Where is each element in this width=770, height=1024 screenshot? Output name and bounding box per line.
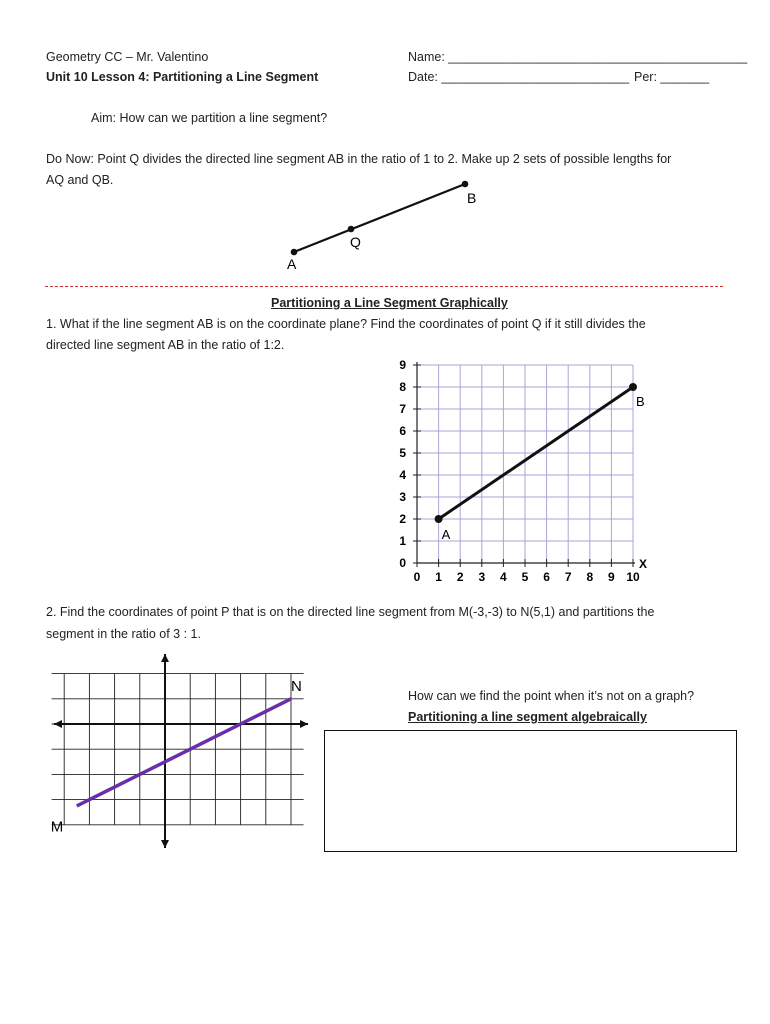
segment-ab: [294, 184, 465, 252]
q1-line1: 1. What if the line segment AB is on the coordinate plane? Find the coordinates of point Q if it still divides the: [46, 317, 646, 331]
label-b: B: [467, 190, 477, 206]
y-tick-label-0: 0: [399, 556, 406, 570]
label-n: N: [291, 677, 302, 695]
x-tick-label-4: 4: [500, 570, 507, 584]
point-b: [462, 181, 469, 188]
y-tick-label-4: 4: [399, 468, 406, 482]
label-a: A: [287, 256, 297, 272]
x-tick-label-2: 2: [456, 570, 464, 584]
y-tick-label-6: 6: [399, 424, 406, 438]
x-tick-label-10: 10: [626, 570, 640, 584]
y-tick-label-5: 5: [399, 446, 406, 460]
y-tick-label-8: 8: [399, 380, 406, 394]
y-tick-label-7: 7: [399, 402, 406, 416]
segment-mn: [77, 699, 291, 806]
label-m: M: [50, 818, 64, 836]
algebra-title: Partitioning a line segment algebraically: [408, 710, 647, 724]
x-tick-label-3: 3: [478, 570, 486, 584]
y-axis-arrow-up: [161, 654, 169, 662]
aim-text: Aim: How can we partition a line segment?: [91, 111, 328, 125]
section-divider: [45, 286, 723, 287]
label-q: Q: [350, 234, 361, 250]
point-a: [435, 515, 443, 523]
course-title: Geometry CC – Mr. Valentino: [46, 50, 209, 64]
y-tick-label-3: 3: [399, 490, 406, 504]
lesson-title: Unit 10 Lesson 4: Partitioning a Line Segment: [46, 70, 319, 84]
label-a: A: [441, 527, 451, 542]
label-b: B: [636, 394, 645, 409]
point-b: [629, 383, 637, 391]
y-tick-label-2: 2: [399, 512, 406, 526]
q2-line1: 2. Find the coordinates of point P that is on the directed line segment from M(-3,-3) to N(5,1) and partitions the: [46, 605, 655, 619]
answer-box[interactable]: [324, 730, 737, 852]
do-now-line1: Do Now: Point Q divides the directed line segment AB in the ratio of 1 to 2. Make up 2 sets of possible lengths for: [46, 152, 672, 166]
x-axis-label: X: [639, 557, 648, 571]
y-tick-label-9: 9: [399, 358, 406, 372]
date-field[interactable]: Date: ___________________________: [408, 70, 630, 84]
point-a: [291, 249, 298, 256]
x-tick-label-1: 1: [435, 570, 442, 584]
point-q: [348, 226, 355, 233]
x-tick-label-0: 0: [413, 570, 421, 584]
algebra-question: How can we find the point when it’s not on a graph?: [408, 689, 695, 703]
q2-line2: segment in the ratio of 3 : 1.: [46, 627, 201, 641]
mn-graph: [46, 648, 316, 856]
do-now-diagram: [280, 176, 490, 272]
x-tick-label-9: 9: [608, 570, 615, 584]
x-tick-label-6: 6: [543, 570, 550, 584]
x-tick-label-7: 7: [564, 570, 572, 584]
y-tick-label-1: 1: [399, 534, 406, 548]
section-title: Partitioning a Line Segment Graphically: [271, 296, 508, 310]
x-tick-label-5: 5: [521, 570, 529, 584]
y-axis-arrow-down: [161, 840, 169, 848]
x-axis-arrow-right: [300, 720, 308, 728]
x-axis-arrow-left: [54, 720, 62, 728]
x-tick-label-8: 8: [586, 570, 594, 584]
q1-line2: directed line segment AB in the ratio of 1:2.: [46, 338, 285, 352]
name-field[interactable]: Name: ___________________________________________: [408, 50, 748, 64]
do-now-line2: AQ and QB.: [46, 173, 114, 187]
coordinate-graph: [390, 354, 660, 590]
period-field[interactable]: Per: _______: [634, 70, 710, 84]
